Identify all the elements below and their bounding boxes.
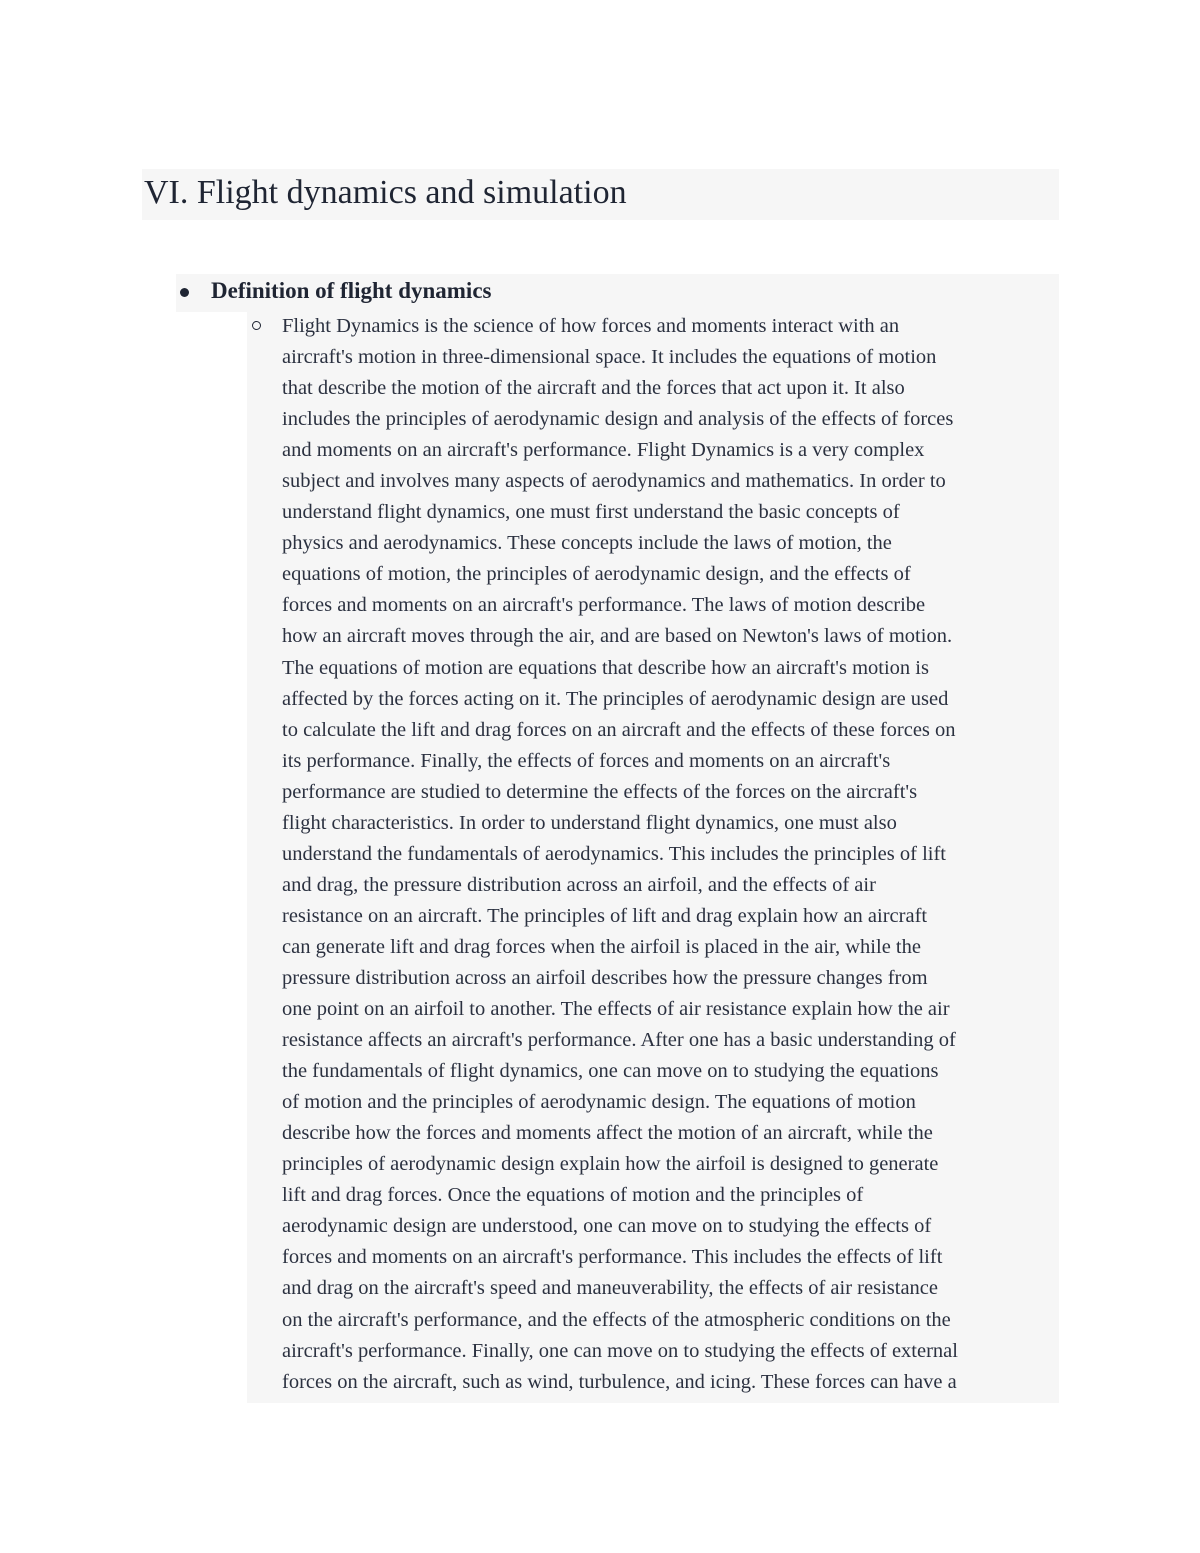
paragraph-line: affected by the forces acting on it. The principles of aerodynamic design are used: [282, 687, 949, 710]
paragraph-line: and drag on the aircraft's speed and maneuverability, the effects of air resistance: [282, 1277, 938, 1300]
section-heading: VI. Flight dynamics and simulation: [144, 174, 627, 211]
paragraph-line: principles of aerodynamic design explain how the airfoil is designed to generate: [282, 1153, 939, 1176]
filled-bullet-icon: [180, 288, 189, 297]
paragraph-line: includes the principles of aerodynamic design and analysis of the effects of forces: [282, 408, 954, 431]
paragraph-line: and drag, the pressure distribution across an airfoil, and the effects of air: [282, 873, 876, 896]
paragraph-line: one point on an airfoil to another. The effects of air resistance explain how the air: [282, 998, 950, 1021]
outline-level2-paragraph: [282, 311, 1058, 1398]
paragraph-line: of motion and the principles of aerodynamic design. The equations of motion: [282, 1091, 916, 1114]
paragraph-line: physics and aerodynamics. These concepts include the laws of motion, the: [282, 532, 892, 555]
paragraph-line: understand the fundamentals of aerodynamics. This includes the principles of lift: [282, 842, 946, 865]
paragraph-line: describe how the forces and moments affect the motion of an aircraft, while the: [282, 1122, 933, 1145]
paragraph-line: resistance affects an aircraft's performance. After one has a basic understanding of: [282, 1029, 956, 1052]
paragraph-line: to calculate the lift and drag forces on an aircraft and the effects of these forces on: [282, 718, 956, 741]
outline-level1-label: Definition of flight dynamics: [211, 278, 492, 303]
paragraph-line: how an aircraft moves through the air, and are based on Newton's laws of motion.: [282, 625, 953, 648]
hollow-bullet-icon: [252, 321, 261, 330]
paragraph-line: The equations of motion are equations that describe how an aircraft's motion is: [282, 656, 929, 679]
outline-level2-item: [247, 312, 1059, 1403]
paragraph-line: and moments on an aircraft's performance. Flight Dynamics is a very complex: [282, 439, 925, 462]
paragraph-line: its performance. Finally, the effects of forces and moments on an aircraft's: [282, 749, 891, 772]
paragraph-line: Flight Dynamics is the science of how forces and moments interact with an: [282, 315, 900, 337]
paragraph-line: aerodynamic design are understood, one can move on to studying the effects of: [282, 1215, 932, 1238]
paragraph-line: lift and drag forces. Once the equations of motion and the principles of: [282, 1184, 864, 1207]
paragraph-line: can generate lift and drag forces when the airfoil is placed in the air, while the: [282, 935, 921, 958]
paragraph-line: forces on the aircraft, such as wind, turbulence, and icing. These forces can have a: [282, 1370, 957, 1393]
paragraph-line: performance are studied to determine the effects of the forces on the aircraft's: [282, 780, 918, 803]
paragraph-line: the fundamentals of flight dynamics, one can move on to studying the equations: [282, 1060, 939, 1083]
paragraph-line: on the aircraft's performance, and the effects of the atmospheric conditions on the: [282, 1308, 951, 1331]
paragraph-line: resistance on an aircraft. The principles of lift and drag explain how an aircraft: [282, 904, 928, 927]
paragraph-line: understand flight dynamics, one must first understand the basic concepts of: [282, 501, 900, 524]
paragraph-line: pressure distribution across an airfoil describes how the pressure changes from: [282, 966, 928, 989]
paragraph-line: forces and moments on an aircraft's performance. The laws of motion describe: [282, 594, 926, 617]
paragraph-line: aircraft's motion in three-dimensional space. It includes the equations of motion: [282, 346, 937, 369]
outline-level1-item: [176, 274, 1059, 312]
paragraph-line: subject and involves many aspects of aerodynamics and mathematics. In order to: [282, 470, 946, 493]
paragraph-line: forces and moments on an aircraft's performance. This includes the effects of lift: [282, 1246, 943, 1269]
section-heading-block: [142, 169, 1059, 220]
paragraph-line: aircraft's performance. Finally, one can move on to studying the effects of external: [282, 1339, 958, 1362]
paragraph-line: that describe the motion of the aircraft and the forces that act upon it. It also: [282, 377, 905, 400]
paragraph-line: equations of motion, the principles of aerodynamic design, and the effects of: [282, 563, 911, 586]
paragraph-line: flight characteristics. In order to understand flight dynamics, one must also: [282, 811, 897, 834]
